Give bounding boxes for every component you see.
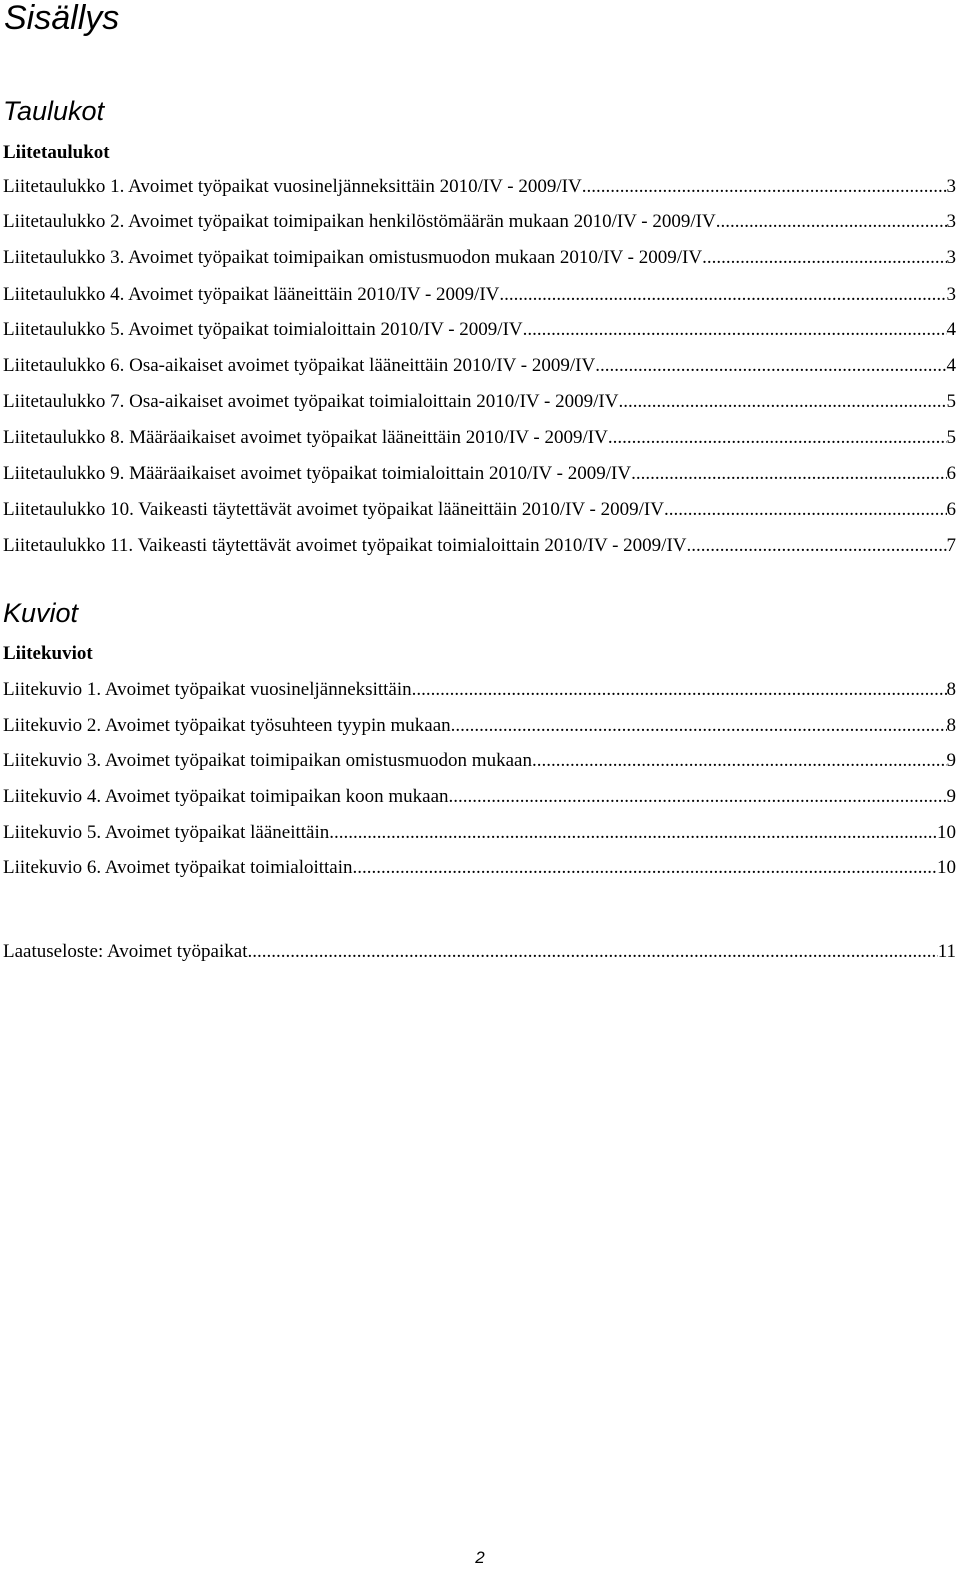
toc-entry-label: Liitetaulukko 4. Avoimet työpaikat lääneittäin 2010/IV - 2009/IV (3, 284, 500, 305)
toc-entry-label: Liitetaulukko 9. Määräaikaiset avoimet työpaikat toimialoittain 2010/IV - 2009/IV (3, 463, 632, 484)
section-heading-tables: Taulukot (3, 96, 105, 126)
subheading-appendix-figures: Liitekuviot (3, 643, 93, 664)
toc-entry-table-8[interactable] (3, 425, 956, 451)
toc-entry-figure-1[interactable] (3, 677, 956, 703)
toc-entry-label: Liitetaulukko 2. Avoimet työpaikat toimipaikan henkilöstömäärän mukaan 2010/IV - 2009/IV (3, 211, 716, 232)
toc-entry-label: Liitetaulukko 10. Vaikeasti täytettävät avoimet työpaikat lääneittäin 2010/IV - 2009/IV (3, 499, 664, 520)
toc-entry-page: 9 (946, 786, 956, 807)
dot-leader (353, 855, 937, 881)
toc-entry-table-6[interactable] (3, 353, 956, 379)
dot-leader (702, 245, 946, 271)
toc-entry-page: 3 (946, 247, 956, 268)
toc-entry-quality-report[interactable] (3, 939, 956, 965)
toc-entry-label: Liitetaulukko 1. Avoimet työpaikat vuosineljänneksittäin 2010/IV - 2009/IV (3, 176, 582, 197)
toc-entry-page: 10 (937, 857, 956, 878)
toc-entry-table-11[interactable] (3, 533, 956, 559)
dot-leader (618, 389, 946, 415)
toc-entry-page: 9 (946, 750, 956, 771)
toc-entry-label: Liitetaulukko 7. Osa-aikaiset avoimet työpaikat toimialoittain 2010/IV - 2009/IV (3, 391, 619, 412)
dot-leader (608, 425, 947, 451)
dot-leader (329, 820, 937, 846)
toc-entry-label: Laatuseloste: Avoimet työpaikat (3, 941, 248, 962)
toc-entry-label: Liitekuvio 1. Avoimet työpaikat vuosineljänneksittäin (3, 679, 412, 700)
dot-leader (631, 461, 946, 487)
subheading-appendix-tables: Liitetaulukot (3, 142, 110, 163)
toc-entry-figure-6[interactable] (3, 855, 956, 881)
dot-leader (451, 713, 947, 739)
toc-entry-figure-2[interactable] (3, 713, 956, 739)
dot-leader (247, 939, 937, 965)
toc-entry-page: 10 (937, 822, 956, 843)
toc-entry-table-9[interactable] (3, 461, 956, 487)
toc-entry-table-10[interactable] (3, 497, 956, 523)
toc-entry-table-1[interactable] (3, 174, 956, 200)
toc-entry-page: 5 (946, 391, 956, 412)
dot-leader (582, 174, 947, 200)
toc-entry-page: 8 (946, 715, 956, 736)
footer-page-number: 2 (475, 1548, 485, 1567)
toc-entry-label: Liitekuvio 3. Avoimet työpaikat toimipaikan omistusmuodon mukaan (3, 750, 532, 771)
toc-entry-page: 3 (946, 211, 956, 232)
toc-entry-label: Liitekuvio 5. Avoimet työpaikat lääneittäin (3, 822, 330, 843)
toc-entry-page: 6 (946, 463, 956, 484)
toc-entry-page: 11 (937, 941, 956, 962)
toc-entry-table-3[interactable] (3, 245, 956, 271)
dot-leader (595, 353, 946, 379)
page-title: Sisällys (4, 0, 120, 37)
dot-leader (664, 497, 947, 523)
toc-entry-label: Liitetaulukko 3. Avoimet työpaikat toimipaikan omistusmuodon mukaan 2010/IV - 2009/IV (3, 247, 703, 268)
toc-entry-figure-4[interactable] (3, 784, 956, 810)
toc-entry-table-7[interactable] (3, 389, 956, 415)
toc-entry-label: Liitekuvio 4. Avoimet työpaikat toimipaikan koon mukaan (3, 786, 449, 807)
toc-entry-label: Liitetaulukko 11. Vaikeasti täytettävät avoimet työpaikat toimialoittain 2010/IV - 2009/IV (3, 535, 687, 556)
dot-leader (532, 748, 947, 774)
dot-leader (687, 533, 947, 559)
toc-entry-page: 7 (946, 535, 956, 556)
toc-entry-page: 3 (946, 176, 956, 197)
section-heading-figures: Kuviot (3, 598, 79, 628)
toc-entry-table-4[interactable] (3, 282, 956, 308)
dot-leader (716, 209, 947, 235)
dot-leader (412, 677, 947, 703)
toc-entry-page: 6 (946, 499, 956, 520)
toc-entry-label: Liitekuvio 2. Avoimet työpaikat työsuhteen tyypin mukaan (3, 715, 451, 736)
toc-entry-label: Liitetaulukko 8. Määräaikaiset avoimet työpaikat lääneittäin 2010/IV - 2009/IV (3, 427, 608, 448)
toc-entry-page: 8 (946, 679, 956, 700)
dot-leader (449, 784, 947, 810)
dot-leader (499, 282, 946, 308)
dot-leader (523, 317, 947, 343)
toc-entry-label: Liitetaulukko 5. Avoimet työpaikat toimialoittain 2010/IV - 2009/IV (3, 319, 523, 340)
toc-entry-table-2[interactable] (3, 209, 956, 235)
toc-entry-page: 4 (946, 355, 956, 376)
toc-entry-page: 5 (946, 427, 956, 448)
toc-entry-table-5[interactable] (3, 317, 956, 343)
toc-entry-figure-3[interactable] (3, 748, 956, 774)
toc-entry-page: 3 (946, 284, 956, 305)
toc-entry-figure-5[interactable] (3, 820, 956, 846)
toc-entry-label: Liitetaulukko 6. Osa-aikaiset avoimet työpaikat lääneittäin 2010/IV - 2009/IV (3, 355, 596, 376)
toc-entry-label: Liitekuvio 6. Avoimet työpaikat toimialoittain (3, 857, 353, 878)
toc-entry-page: 4 (946, 319, 956, 340)
